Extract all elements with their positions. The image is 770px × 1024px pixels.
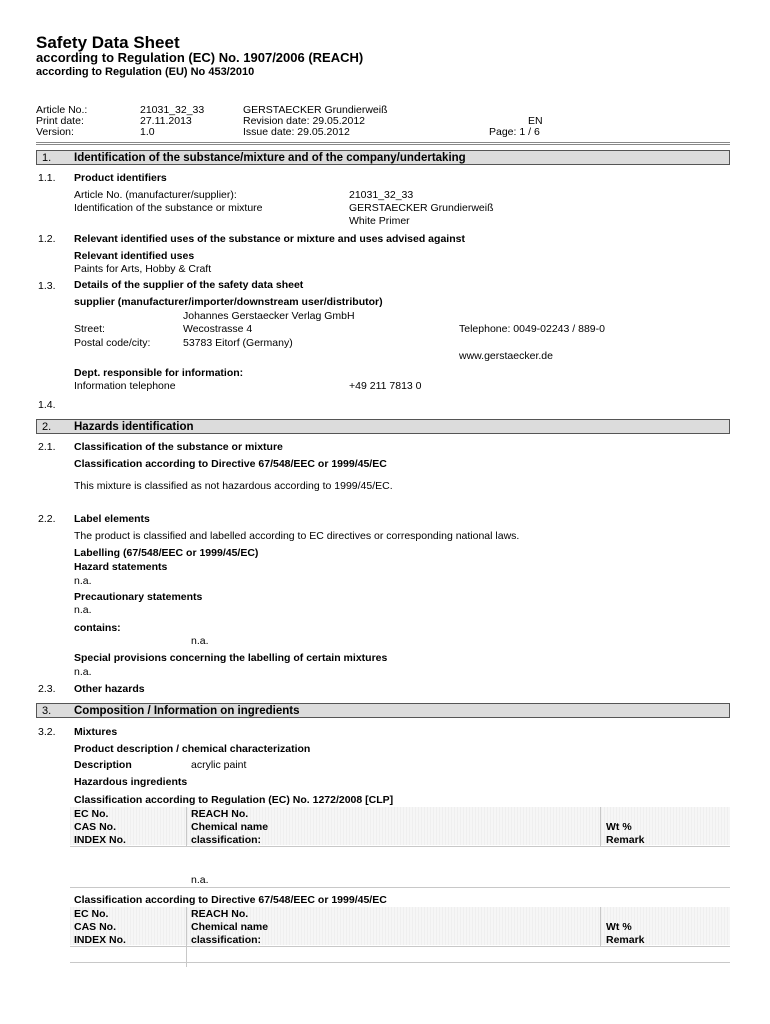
precaution-heading: Precautionary statements [74, 591, 203, 603]
version-label: Version: [36, 126, 74, 138]
subsection-number: 1.1. [38, 172, 56, 184]
col-classification: classification: [191, 934, 262, 946]
revision-date: Revision date: 29.05.2012 [243, 115, 366, 127]
col-reach: REACH No. [191, 908, 249, 920]
table-column-divider [600, 807, 601, 847]
document-title: Safety Data Sheet [36, 33, 180, 52]
col-classification: classification: [191, 834, 262, 846]
issue-date: Issue date: 29.05.2012 [243, 126, 350, 138]
company-name: Johannes Gerstaecker Verlag GmbH [183, 310, 355, 322]
street-value: Wecostrasse 4 [183, 323, 253, 335]
print-date-value: 27.11.2013 [140, 115, 192, 127]
section-number: 3. [42, 705, 52, 717]
table-column-divider [186, 807, 187, 847]
col-remark: Remark [606, 834, 645, 846]
labelling-heading: Labelling (67/548/EEC or 1999/45/EC) [74, 547, 259, 559]
col-ec: EC No. [74, 908, 109, 920]
telephone: Telephone: 0049-02243 / 889-0 [459, 323, 605, 335]
clp-heading: Classification according to Regulation (EC) No. 1272/2008 [CLP] [74, 794, 394, 806]
street-label: Street: [74, 323, 105, 335]
label-text: The product is classified and labelled according to EC directives or corresponding national laws. [74, 530, 520, 542]
section-title: Identification of the substance/mixture and of the company/undertaking [74, 152, 466, 164]
section-number: 1. [42, 152, 52, 164]
language-code: EN [528, 115, 543, 127]
col-ec: EC No. [74, 808, 109, 820]
field-value: GERSTAECKER Grundierweiß [349, 202, 494, 214]
postal-label: Postal code/city: [74, 337, 151, 349]
col-index: INDEX No. [74, 834, 126, 846]
description-label: Description [74, 759, 132, 771]
col-index: INDEX No. [74, 934, 126, 946]
special-value: n.a. [74, 666, 92, 678]
table-column-divider [186, 907, 187, 967]
col-chemical-name: Chemical name [191, 921, 269, 933]
col-reach: REACH No. [191, 808, 249, 820]
print-date-label: Print date: [36, 115, 84, 127]
product-name: GERSTAECKER Grundierweiß [243, 104, 388, 116]
col-chemical-name: Chemical name [191, 821, 269, 833]
subsection-number: 1.4. [38, 399, 56, 411]
uses-heading: Relevant identified uses [74, 250, 195, 262]
article-value: 21031_32_33 [140, 104, 205, 116]
col-cas: CAS No. [74, 921, 116, 933]
field-value: 21031_32_33 [349, 189, 414, 201]
info-tel-label: Information telephone [74, 380, 176, 392]
hazard-value: n.a. [74, 575, 92, 587]
uses-value: Paints for Arts, Hobby & Craft [74, 263, 212, 275]
subsection-number: 2.2. [38, 513, 56, 525]
table-divider [70, 887, 730, 888]
hazardous-heading: Hazardous ingredients [74, 776, 188, 788]
subsection-title: Other hazards [74, 683, 145, 695]
table-divider [70, 946, 730, 947]
website: www.gerstaecker.de [459, 350, 553, 362]
version-value: 1.0 [140, 126, 155, 138]
subsection-number: 2.3. [38, 683, 56, 695]
header-divider [36, 142, 730, 145]
subsection-title: Relevant identified uses of the substance or mixture and uses advised against [74, 233, 465, 245]
subsection-number: 1.3. [38, 280, 56, 292]
subsection-title: Classification of the substance or mixture [74, 441, 283, 453]
regulation-subtitle-2: according to Regulation (EU) No 453/2010 [36, 66, 255, 78]
col-weight: Wt % [606, 821, 632, 833]
col-cas: CAS No. [74, 821, 116, 833]
classification-heading: Classification according to Directive 67/548/EEC or 1999/45/EC [74, 458, 387, 470]
subsection-title: Product identifiers [74, 172, 167, 184]
table-divider [70, 962, 730, 963]
article-label: Article No.: [36, 104, 88, 116]
postal-value: 53783 Eitorf (Germany) [183, 337, 293, 349]
field-label: Article No. (manufacturer/supplier): [74, 189, 237, 201]
page-number: Page: 1 / 6 [489, 126, 540, 138]
subsection-title: Details of the supplier of the safety data sheet [74, 279, 304, 291]
hazard-heading: Hazard statements [74, 561, 168, 573]
section-title: Composition / Information on ingredients [74, 705, 300, 717]
table-cell: n.a. [191, 874, 209, 886]
info-tel-value: +49 211 7813 0 [349, 380, 422, 392]
table-divider [70, 846, 730, 847]
section-number: 2. [42, 421, 52, 433]
classification-text: This mixture is classified as not hazardous according to 1999/45/EC. [74, 480, 393, 492]
field-value: White Primer [349, 215, 410, 227]
special-heading: Special provisions concerning the labelling of certain mixtures [74, 652, 388, 664]
section-2-header [36, 419, 730, 434]
subsection-number: 1.2. [38, 233, 56, 245]
subsection-number: 3.2. [38, 726, 56, 738]
product-desc-heading: Product description / chemical characterization [74, 743, 311, 755]
section-1-header [36, 150, 730, 165]
subsection-number: 2.1. [38, 441, 56, 453]
regulation-subtitle: according to Regulation (EC) No. 1907/2006 (REACH) [36, 50, 364, 65]
contains-heading: contains: [74, 622, 121, 634]
col-weight: Wt % [606, 921, 632, 933]
field-label: Identification of the substance or mixture [74, 202, 263, 214]
dsd-heading: Classification according to Directive 67/548/EEC or 1999/45/EC [74, 894, 387, 906]
contains-value: n.a. [191, 635, 209, 647]
precaution-value: n.a. [74, 604, 92, 616]
subsection-title: Label elements [74, 513, 150, 525]
col-remark: Remark [606, 934, 645, 946]
description-value: acrylic paint [191, 759, 247, 771]
section-title: Hazards identification [74, 421, 194, 433]
section-3-header [36, 703, 730, 718]
dept-heading: Dept. responsible for information: [74, 367, 244, 379]
table-column-divider [600, 907, 601, 947]
subsection-title: Mixtures [74, 726, 118, 738]
supplier-heading: supplier (manufacturer/importer/downstream user/distributor) [74, 296, 383, 308]
